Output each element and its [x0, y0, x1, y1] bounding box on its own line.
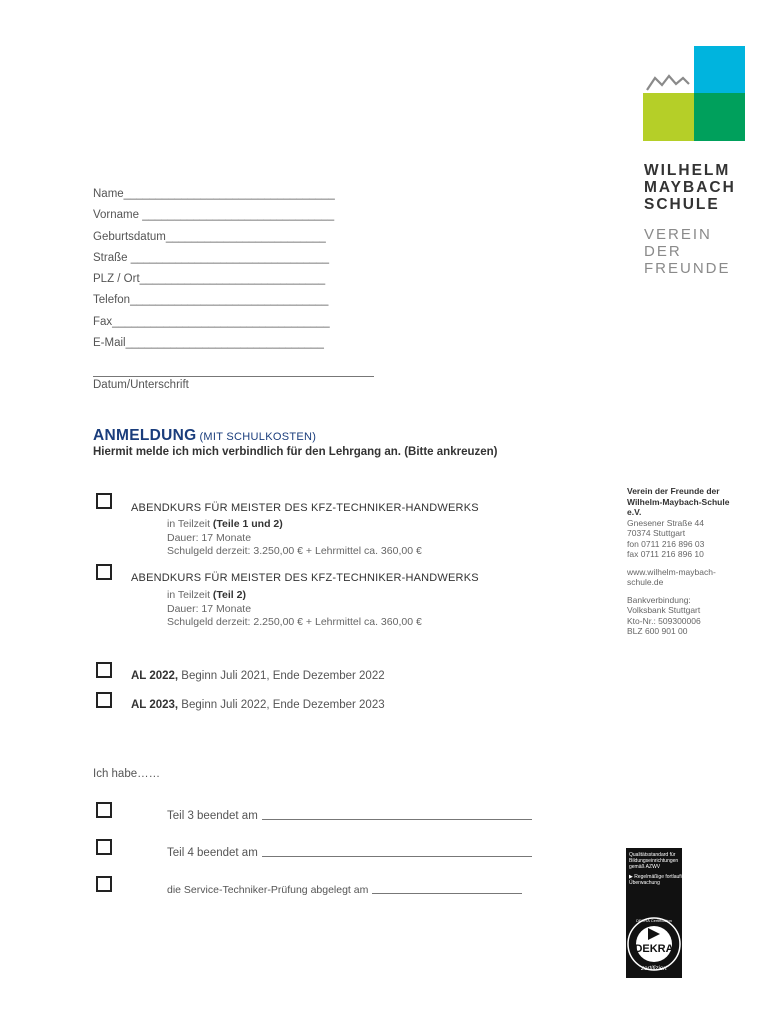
seal-ring-top: DEKRA Certification — [636, 918, 672, 923]
name-field[interactable]: Name_________________________________ — [93, 188, 335, 200]
street-field[interactable]: Straße _______________________________ — [93, 251, 329, 264]
course-2-details — [167, 589, 422, 630]
logo-school-name — [644, 162, 736, 213]
teil-3-label: Teil 3 beendet am — [167, 810, 258, 822]
service-exam-checkbox[interactable] — [96, 876, 112, 892]
teil-3-row — [167, 810, 532, 822]
teil-4-checkbox[interactable] — [96, 839, 112, 855]
seal-line: gemäß AZWV — [629, 864, 661, 870]
course-mode-prefix: in Teilzeit — [167, 589, 213, 601]
logo-block-lime — [643, 93, 694, 141]
course-1-mode — [167, 518, 422, 532]
address-fax: fax 0711 216 896 10 — [627, 549, 704, 559]
heading-main: ANMELDUNG — [93, 427, 197, 444]
signature-line[interactable] — [93, 376, 374, 377]
course-mode-prefix: in Teilzeit — [167, 518, 213, 530]
logo-block-green — [694, 93, 745, 141]
al-2022-checkbox[interactable] — [96, 662, 112, 678]
personal-data-form — [93, 188, 383, 358]
first-name-field[interactable]: Vorname ______________________________ — [93, 209, 335, 222]
address-street: Gnesener Straße 44 — [627, 517, 705, 528]
org-name-line: e.V. — [627, 507, 642, 517]
association-address — [627, 486, 747, 637]
course-mode-bold: (Teile 1 und 2) — [212, 518, 283, 530]
service-exam-date-line[interactable] — [372, 893, 522, 894]
bank-name: Volksbank Stuttgart — [627, 605, 701, 615]
al-2022-label — [131, 670, 385, 682]
logo-association-name — [644, 226, 731, 277]
address-city: 70374 Stuttgart — [627, 528, 686, 538]
al-bold: AL 2023, — [131, 699, 179, 711]
course-2-fee: Schulgeld derzeit: 2.250,00 € + Lehrmittel ca. 360,00 € — [167, 616, 422, 628]
logo-name-line: WILHELM — [644, 162, 731, 179]
mountain-icon — [645, 72, 691, 92]
logo-sub-line: DER — [644, 243, 682, 260]
teil-4-label: Teil 4 beendet am — [167, 847, 258, 859]
seal-ring-bottom: zertifiziert — [641, 966, 667, 972]
al-2023-label — [131, 699, 385, 711]
service-exam-label: die Service-Techniker-Prüfung abgelegt am — [167, 884, 369, 896]
registration-heading — [93, 427, 316, 445]
dekra-certification-seal — [626, 848, 688, 978]
seal-text-panel — [626, 848, 688, 900]
course-1-details — [167, 518, 422, 559]
al-rest: Beginn Juli 2021, Ende Dezember 2022 — [178, 670, 385, 682]
al-2023-checkbox[interactable] — [96, 692, 112, 708]
course-1-checkbox[interactable] — [96, 493, 112, 509]
seal-line: Qualitätsstandard für — [629, 852, 676, 858]
course-2-title: ABENDKURS FÜR MEISTER DES KFZ-TECHNIKER-HANDWERKS — [131, 572, 479, 584]
phone-field[interactable]: Telefon_______________________________ — [93, 294, 329, 307]
al-rest: Beginn Juli 2022, Ende Dezember 2023 — [178, 699, 385, 711]
dekra-logo-icon — [626, 900, 682, 978]
email-field[interactable]: E-Mail_______________________________ — [93, 337, 324, 350]
seal-line: Bildungseinrichtungen — [629, 858, 679, 864]
org-name-line: Verein der Freunde der — [627, 486, 720, 496]
logo-block-blue — [694, 46, 745, 93]
logo-sub-line: FREUNDE — [644, 260, 731, 277]
fax-field[interactable]: Fax__________________________________ — [93, 315, 330, 328]
address-phone: fon 0711 216 896 03 — [627, 538, 705, 549]
course-1-title: ABENDKURS FÜR MEISTER DES KFZ-TECHNIKER-HANDWERKS — [131, 502, 479, 514]
teil-3-date-line[interactable] — [262, 819, 532, 820]
logo-name-line: SCHULE — [644, 196, 720, 213]
seal-line: Überwachung — [629, 880, 660, 886]
course-1-duration: Dauer: 17 Monate — [167, 531, 252, 544]
heading-sub: (MIT SCHULKOSTEN) — [199, 431, 317, 443]
signature-label: Datum/Unterschrift — [93, 379, 189, 391]
al-bold: AL 2022, — [131, 670, 179, 682]
registration-intro: Hiermit melde ich mich verbindlich für den Lehrgang an. (Bitte ankreuzen) — [93, 446, 498, 458]
course-2-checkbox[interactable] — [96, 564, 112, 580]
bank-code: BLZ 600 901 00 — [627, 626, 688, 636]
teil-4-date-line[interactable] — [262, 856, 532, 857]
bank-label: Bankverbindung: — [627, 594, 691, 605]
teil-3-checkbox[interactable] — [96, 802, 112, 818]
service-exam-row — [167, 884, 522, 896]
org-name-line: Wilhelm-Maybach-Schule — [627, 496, 730, 507]
website-link[interactable]: www.wilhelm-maybach- — [627, 566, 716, 577]
teil-4-row — [167, 847, 532, 859]
course-2-duration: Dauer: 17 Monate — [167, 602, 252, 615]
course-mode-bold: (Teil 2) — [212, 589, 246, 601]
logo-name-line: MAYBACH — [644, 179, 736, 196]
zip-city-field[interactable]: PLZ / Ort_____________________________ — [93, 273, 326, 286]
seal-line: ▶ Regelmäßige fortlaufige — [629, 874, 688, 880]
course-1-fee: Schulgeld derzeit: 3.250,00 € + Lehrmittel ca. 360,00 € — [167, 545, 422, 557]
school-logo — [643, 46, 745, 141]
course-2-mode — [167, 589, 422, 603]
bank-account: Kto-Nr.: 509300006 — [627, 615, 701, 626]
seal-brand: DEKRA — [634, 943, 674, 955]
website-link[interactable]: schule.de — [627, 577, 664, 587]
ich-habe-label: Ich habe…… — [93, 768, 161, 780]
logo-sub-line: VEREIN — [644, 226, 712, 243]
birthdate-field[interactable]: Geburtsdatum_________________________ — [93, 230, 326, 243]
